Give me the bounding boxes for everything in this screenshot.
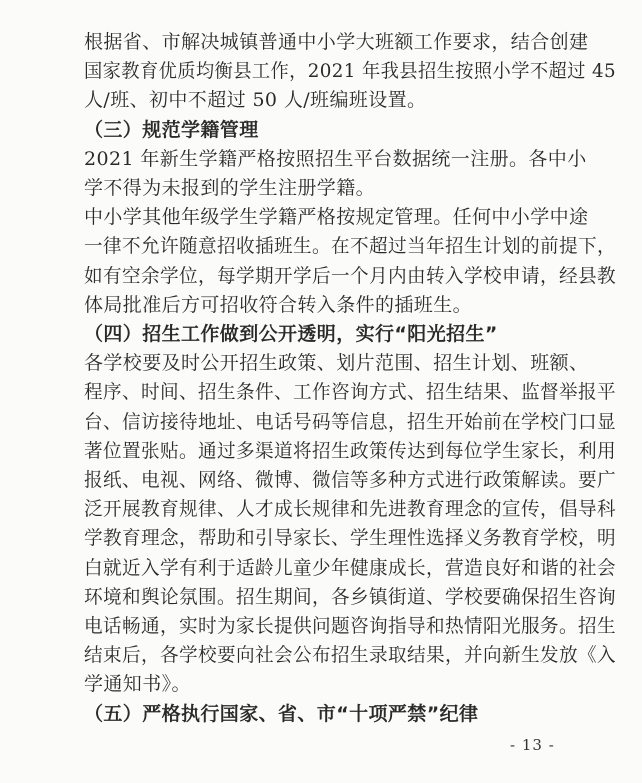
- body-text-line: 学教育理念，帮助和引导家长、学生理性选择义务教育学校，明: [84, 527, 616, 550]
- body-text-line: 中小学其他年级学生学籍严格按规定管理。任何中小学中途: [84, 206, 589, 229]
- body-text-line: 各学校要及时公开招生政策、划片范围、招生计划、班额、: [84, 352, 589, 375]
- body-text-line: 人/班、初中不超过 50 人/班编班设置。: [84, 89, 427, 112]
- body-text-line: 环境和舆论氛围。招生期间，各乡镇街道、学校要确保招生咨询: [84, 585, 616, 608]
- body-text-line: 程序、时间、招生条件、工作咨询方式、招生结果、监督举报平: [84, 381, 616, 404]
- body-text-line: 国家教育优质均衡县工作，2021 年我县招生按照小学不超过 45: [84, 60, 616, 83]
- body-text-line: 2021 年新生学籍严格按照招生平台数据统一注册。各中小: [84, 147, 587, 170]
- body-text-line: 著位置张贴。通过多渠道将招生政策传达到每位学生家长，利用: [84, 439, 616, 462]
- body-text-line: 泛开展教育规律、人才成长规律和先进教育理念的宣传，倡导科: [84, 498, 616, 521]
- page-number: - 13 -: [510, 736, 555, 754]
- body-text-line: 电话畅通，实时为家长提供问题咨询指导和热情阳光服务。招生: [84, 615, 616, 637]
- body-text-line: 台、信访接待地址、电话号码等信息，招生开始前在学校门口显: [84, 410, 616, 433]
- body-text-line: 如有空余学位，每学期开学后一个月内由转入学校申请，经县教: [84, 264, 616, 287]
- section-heading: （五）严格执行国家、省、市“十项严禁”纪律: [84, 702, 479, 725]
- body-text-line: 根据省、市解决城镇普通中小学大班额工作要求，结合创建: [84, 31, 589, 53]
- section-heading: （三）规范学籍管理: [84, 118, 259, 141]
- section-heading: （四）招生工作做到公开透明，实行“阳光招生”: [84, 323, 498, 345]
- body-text-line: 白就近入学有利于适龄儿童少年健康成长，营造良好和谐的社会: [84, 556, 616, 579]
- body-text-line: 结束后，各学校要向社会公布招生录取结果，并向新生发放《入: [84, 644, 616, 667]
- body-text-line: 学不得为未报到的学生注册学籍。: [84, 177, 376, 199]
- body-text-line: 体局批准后方可招收符合转入条件的插班生。: [84, 293, 473, 316]
- body-text-line: 一律不允许随意招收插班生。在不超过当年招生计划的前提下，: [84, 235, 616, 258]
- body-text-line: 报纸、电视、网络、微博、微信等多种方式进行政策解读。要广: [84, 469, 616, 491]
- body-text-line: 学通知书》。: [84, 673, 191, 696]
